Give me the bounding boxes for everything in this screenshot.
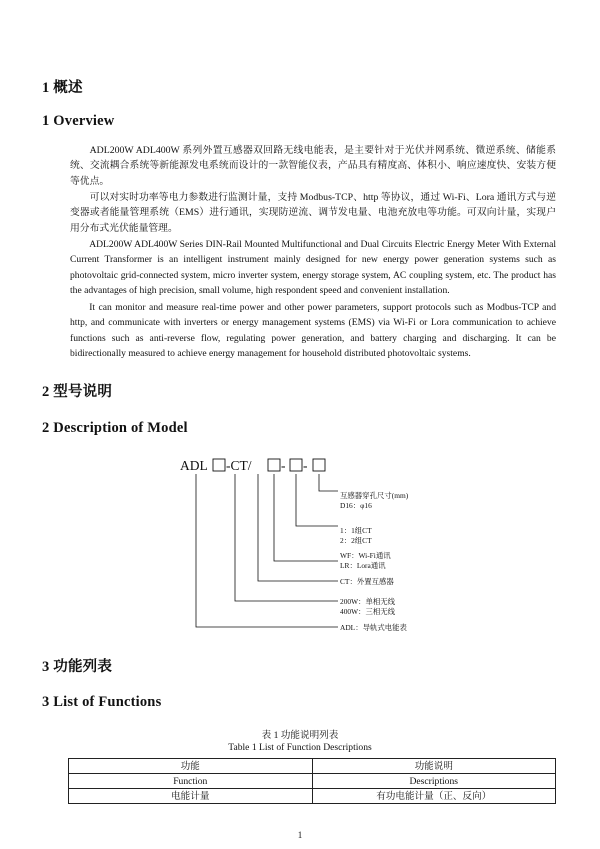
- row-function: 电能计量: [69, 789, 313, 804]
- table-caption-en: Table 1 List of Function Descriptions: [228, 742, 372, 753]
- label-aperture-1: 互感器穿孔尺寸(mm): [340, 491, 409, 500]
- page-number: 1: [297, 830, 303, 840]
- row-description: 有功电能计量（正、反向）: [312, 789, 556, 804]
- label-aperture-2: D16：φ16: [340, 501, 372, 510]
- section-title-overview-cn: 1 概述: [42, 80, 83, 96]
- table-header-row-en: [69, 774, 556, 789]
- model-code-diagram: [0, 440, 600, 640]
- overview-en-paragraph-2: It can monitor and measure real-time power and other power parameters, support protocols such as Modbus-TCP and http, and communicate with inverters or energy management systems (EMS) via Wi-Fi or Lora communication to achieve functions such as anti-reverse flow, regulating power generation, and battery charging and discharging. It can be bidirectionally measured to achieve energy management for household distributed photovoltaic systems.: [70, 302, 556, 360]
- label-comm-1: WF：Wi-Fi通讯: [340, 551, 391, 560]
- label-series-1: 200W：单相无线: [340, 597, 396, 606]
- model-prefix: ADL: [180, 458, 208, 473]
- label-adl: ADL：导轨式电能表: [340, 623, 407, 632]
- model-box-aperture: [313, 459, 325, 471]
- section-title-model-cn: 2 型号说明: [42, 384, 113, 400]
- model-box-series: [213, 459, 225, 471]
- label-groups-1: 1：1组CT: [340, 526, 372, 535]
- section-title-overview-en: 1 Overview: [42, 113, 115, 129]
- model-box-comm: [268, 459, 280, 471]
- overview-cn-paragraph-2: 可以对实时功率等电力参数进行监测计量，支持 Modbus-TCP、http 等协议，通过 Wi-Fi、Lora 通讯方式与逆变器或者能量管理系统（EMS）进行通讯，实现防逆流、调节发电量、电池充放电等功能。可双向计量，实现户用分布式光伏能量管理。: [70, 192, 556, 234]
- section-title-model-en: 2 Description of Model: [42, 420, 188, 436]
- section-title-functions-cn: 3 功能列表: [42, 659, 113, 675]
- header-description-en: Descriptions: [312, 774, 556, 789]
- model-dash-1: -: [281, 458, 286, 473]
- label-ct: CT：外置互感器: [340, 577, 394, 586]
- header-description-cn: 功能说明: [312, 759, 556, 774]
- label-groups-2: 2：2组CT: [340, 536, 372, 545]
- header-function-en: Function: [69, 774, 313, 789]
- section-title-functions-en: 3 List of Functions: [42, 694, 162, 710]
- label-series-2: 400W：三相无线: [340, 607, 396, 616]
- label-comm-2: LR：Lora通讯: [340, 561, 386, 570]
- leader-lines: [196, 474, 338, 627]
- model-ct-text: -CT/: [226, 458, 252, 473]
- model-dash-2: -: [303, 458, 308, 473]
- functions-table: [68, 758, 556, 804]
- table-caption-cn: 表 1 功能说明列表: [261, 730, 339, 741]
- overview-cn-paragraph-1: ADL200W ADL400W 系列外置互感器双回路无线电能表，是主要针对于光伏并网系统、微逆系统、储能系统、交流耦合系统等新能源发电系统而设计的一款智能仪表，产品具有精度高、体积小、响应速度快、安装方便等优点。: [70, 145, 556, 187]
- header-function-cn: 功能: [69, 759, 313, 774]
- overview-en-paragraph-1: ADL200W ADL400W Series DIN-Rail Mounted Multifunctional and Dual Circuits Electric Energy Meter With External Current Transformer is an intelligent instrument mainly designed for new energy power generation systems such as photovoltaic grid-connected system, micro inverter system, energy storage system, AC coupling system, etc. The product has the advantages of high precision, small volume, high respondent speed and convenient installation.: [70, 239, 556, 297]
- model-box-groups: [290, 459, 302, 471]
- table-header-row-cn: [69, 759, 556, 774]
- table-row: [69, 789, 556, 804]
